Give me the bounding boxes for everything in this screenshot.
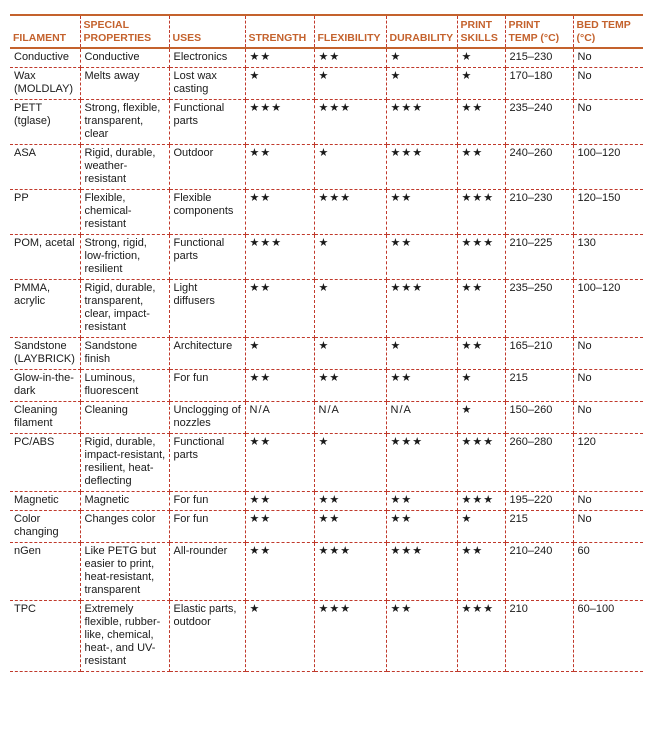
special-properties-cell: Strong, flexible, transparent, clear: [80, 100, 169, 145]
filament-name-cell: Color changing: [10, 511, 80, 543]
flexibility-rating-cell: ★★: [314, 48, 386, 68]
table-body: [10, 48, 643, 672]
print-temp-cell: 210: [505, 601, 573, 672]
flexibility-rating-cell: ★: [314, 280, 386, 338]
table-row: [10, 68, 643, 100]
special-properties-cell: Sandstone finish: [80, 338, 169, 370]
print-skills-rating-cell: ★★: [457, 280, 505, 338]
print-skills-rating-cell: ★: [457, 48, 505, 68]
flexibility-rating-cell: ★: [314, 235, 386, 280]
table-row: [10, 601, 643, 672]
filament-name-cell: Conductive: [10, 48, 80, 68]
special-properties-cell: Rigid, durable, transparent, clear, impact-resistant: [80, 280, 169, 338]
strength-rating-cell: N/A: [245, 402, 314, 434]
uses-cell: For fun: [169, 370, 245, 402]
filament-table-container: [10, 14, 643, 672]
bed-temp-cell: 120: [573, 434, 643, 492]
bed-temp-cell: No: [573, 492, 643, 511]
flexibility-rating-cell: ★★: [314, 492, 386, 511]
print-temp-cell: 210–225: [505, 235, 573, 280]
flexibility-rating-cell: ★★★: [314, 100, 386, 145]
print-temp-cell: 235–240: [505, 100, 573, 145]
bed-temp-cell: No: [573, 338, 643, 370]
print-temp-cell: 165–210: [505, 338, 573, 370]
durability-rating-cell: ★★: [386, 235, 457, 280]
print-skills-rating-cell: ★★★: [457, 434, 505, 492]
strength-rating-cell: ★★: [245, 543, 314, 601]
header-strength: STRENGTH: [245, 15, 314, 48]
uses-cell: Elastic parts, outdoor: [169, 601, 245, 672]
print-temp-cell: 150–260: [505, 402, 573, 434]
filament-name-cell: PP: [10, 190, 80, 235]
durability-rating-cell: N/A: [386, 402, 457, 434]
uses-cell: Electronics: [169, 48, 245, 68]
special-properties-cell: Rigid, durable, impact-resistant, resilient, heat-deflecting: [80, 434, 169, 492]
durability-rating-cell: ★: [386, 338, 457, 370]
filament-name-cell: Cleaning filament: [10, 402, 80, 434]
table-row: [10, 235, 643, 280]
durability-rating-cell: ★★: [386, 190, 457, 235]
durability-rating-cell: ★: [386, 68, 457, 100]
uses-cell: For fun: [169, 511, 245, 543]
bed-temp-cell: No: [573, 100, 643, 145]
print-skills-rating-cell: ★★★: [457, 492, 505, 511]
special-properties-cell: Melts away: [80, 68, 169, 100]
filament-name-cell: POM, acetal: [10, 235, 80, 280]
flexibility-rating-cell: N/A: [314, 402, 386, 434]
table-row: [10, 48, 643, 68]
uses-cell: All-rounder: [169, 543, 245, 601]
print-temp-cell: 195–220: [505, 492, 573, 511]
header-print-temp: PRINT TEMP (°C): [505, 15, 573, 48]
strength-rating-cell: ★: [245, 68, 314, 100]
bed-temp-cell: No: [573, 402, 643, 434]
strength-rating-cell: ★★: [245, 511, 314, 543]
special-properties-cell: Flexible, chemical-resistant: [80, 190, 169, 235]
filament-comparison-table: [10, 14, 643, 672]
uses-cell: Lost wax casting: [169, 68, 245, 100]
strength-rating-cell: ★★: [245, 48, 314, 68]
table-row: [10, 543, 643, 601]
print-skills-rating-cell: ★: [457, 370, 505, 402]
filament-name-cell: ASA: [10, 145, 80, 190]
bed-temp-cell: No: [573, 68, 643, 100]
filament-name-cell: Wax (MOLDLAY): [10, 68, 80, 100]
flexibility-rating-cell: ★: [314, 434, 386, 492]
filament-name-cell: PC/ABS: [10, 434, 80, 492]
print-temp-cell: 240–260: [505, 145, 573, 190]
table-row: [10, 280, 643, 338]
flexibility-rating-cell: ★: [314, 68, 386, 100]
bed-temp-cell: 100–120: [573, 280, 643, 338]
strength-rating-cell: ★: [245, 338, 314, 370]
print-skills-rating-cell: ★★: [457, 543, 505, 601]
filament-name-cell: Magnetic: [10, 492, 80, 511]
table-row: [10, 492, 643, 511]
flexibility-rating-cell: ★★★: [314, 190, 386, 235]
flexibility-rating-cell: ★★: [314, 511, 386, 543]
bed-temp-cell: 60: [573, 543, 643, 601]
header-uses: USES: [169, 15, 245, 48]
strength-rating-cell: ★★: [245, 492, 314, 511]
filament-name-cell: PETT (tglase): [10, 100, 80, 145]
table-row: [10, 370, 643, 402]
special-properties-cell: Conductive: [80, 48, 169, 68]
print-temp-cell: 215: [505, 370, 573, 402]
header-print-skills: PRINT SKILLS: [457, 15, 505, 48]
uses-cell: Functional parts: [169, 434, 245, 492]
flexibility-rating-cell: ★: [314, 145, 386, 190]
table-header: [10, 15, 643, 48]
print-skills-rating-cell: ★: [457, 68, 505, 100]
header-flexibility: FLEXIBILITY: [314, 15, 386, 48]
bed-temp-cell: 130: [573, 235, 643, 280]
durability-rating-cell: ★★★: [386, 543, 457, 601]
print-temp-cell: 210–240: [505, 543, 573, 601]
print-skills-rating-cell: ★: [457, 511, 505, 543]
durability-rating-cell: ★: [386, 48, 457, 68]
print-temp-cell: 215: [505, 511, 573, 543]
special-properties-cell: Changes color: [80, 511, 169, 543]
header-bed-temp: BED TEMP (°C): [573, 15, 643, 48]
print-skills-rating-cell: ★★★: [457, 601, 505, 672]
strength-rating-cell: ★★: [245, 145, 314, 190]
uses-cell: Architecture: [169, 338, 245, 370]
special-properties-cell: Rigid, durable, weather-resistant: [80, 145, 169, 190]
special-properties-cell: Luminous, fluorescent: [80, 370, 169, 402]
header-filament: FILAMENT: [10, 15, 80, 48]
uses-cell: Functional parts: [169, 100, 245, 145]
table-row: [10, 338, 643, 370]
strength-rating-cell: ★★★: [245, 100, 314, 145]
bed-temp-cell: 60–100: [573, 601, 643, 672]
uses-cell: For fun: [169, 492, 245, 511]
uses-cell: Outdoor: [169, 145, 245, 190]
durability-rating-cell: ★★★: [386, 100, 457, 145]
strength-rating-cell: ★★: [245, 370, 314, 402]
durability-rating-cell: ★★: [386, 492, 457, 511]
print-temp-cell: 215–230: [505, 48, 573, 68]
print-skills-rating-cell: ★★: [457, 100, 505, 145]
print-skills-rating-cell: ★★★: [457, 235, 505, 280]
durability-rating-cell: ★★: [386, 511, 457, 543]
strength-rating-cell: ★★: [245, 190, 314, 235]
header-durability: DURABILITY: [386, 15, 457, 48]
table-row: [10, 145, 643, 190]
print-temp-cell: 235–250: [505, 280, 573, 338]
table-row: [10, 402, 643, 434]
filament-name-cell: Glow-in-the-dark: [10, 370, 80, 402]
strength-rating-cell: ★★: [245, 434, 314, 492]
table-row: [10, 100, 643, 145]
print-temp-cell: 260–280: [505, 434, 573, 492]
uses-cell: Unclogging of nozzles: [169, 402, 245, 434]
filament-name-cell: Sandstone (LAYBRICK): [10, 338, 80, 370]
bed-temp-cell: 100–120: [573, 145, 643, 190]
table-row: [10, 190, 643, 235]
durability-rating-cell: ★★: [386, 601, 457, 672]
durability-rating-cell: ★★★: [386, 145, 457, 190]
special-properties-cell: Like PETG but easier to print, heat-resistant, transparent: [80, 543, 169, 601]
print-skills-rating-cell: ★★: [457, 145, 505, 190]
print-temp-cell: 210–230: [505, 190, 573, 235]
bed-temp-cell: 120–150: [573, 190, 643, 235]
special-properties-cell: Cleaning: [80, 402, 169, 434]
header-row: [10, 15, 643, 48]
flexibility-rating-cell: ★★★: [314, 601, 386, 672]
special-properties-cell: Extremely flexible, rubber-like, chemical, heat-, and UV-resistant: [80, 601, 169, 672]
filament-name-cell: TPC: [10, 601, 80, 672]
flexibility-rating-cell: ★: [314, 338, 386, 370]
durability-rating-cell: ★★: [386, 370, 457, 402]
print-skills-rating-cell: ★★★: [457, 190, 505, 235]
header-special-properties: SPECIAL PROPERTIES: [80, 15, 169, 48]
strength-rating-cell: ★★★: [245, 235, 314, 280]
strength-rating-cell: ★: [245, 601, 314, 672]
flexibility-rating-cell: ★★★: [314, 543, 386, 601]
durability-rating-cell: ★★★: [386, 280, 457, 338]
print-temp-cell: 170–180: [505, 68, 573, 100]
bed-temp-cell: No: [573, 370, 643, 402]
table-row: [10, 511, 643, 543]
filament-name-cell: PMMA, acrylic: [10, 280, 80, 338]
special-properties-cell: Strong, rigid, low-friction, resilient: [80, 235, 169, 280]
print-skills-rating-cell: ★: [457, 402, 505, 434]
filament-name-cell: nGen: [10, 543, 80, 601]
print-skills-rating-cell: ★★: [457, 338, 505, 370]
uses-cell: Light diffusers: [169, 280, 245, 338]
strength-rating-cell: ★★: [245, 280, 314, 338]
durability-rating-cell: ★★★: [386, 434, 457, 492]
special-properties-cell: Magnetic: [80, 492, 169, 511]
flexibility-rating-cell: ★★: [314, 370, 386, 402]
uses-cell: Functional parts: [169, 235, 245, 280]
bed-temp-cell: No: [573, 48, 643, 68]
uses-cell: Flexible components: [169, 190, 245, 235]
bed-temp-cell: No: [573, 511, 643, 543]
table-row: [10, 434, 643, 492]
